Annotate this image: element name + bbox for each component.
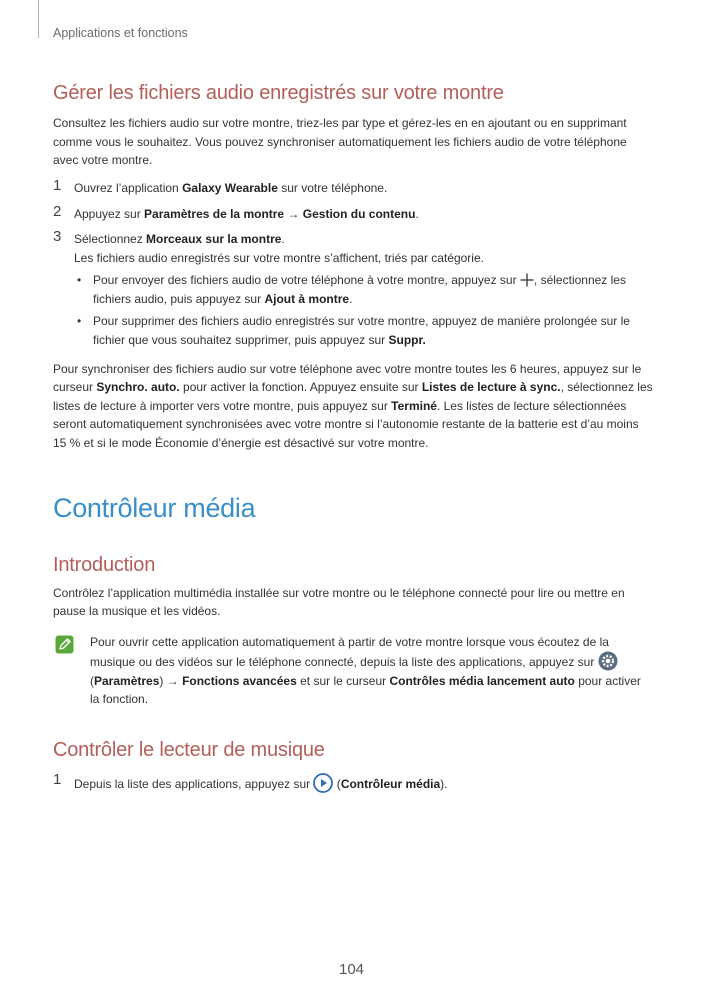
sync-paragraph: Pour synchroniser des fichiers audio sur votre téléphone avec votre montre toutes les 6 heures, appuyez sur le curseur Synchro. auto. pour activer la fonction. Appuyez ensuite sur Listes de lecture à sync., sélectionnez les listes de lecture à importer vers votre montre, puis appuyez sur Terminé. Les listes de lecture sélectionnées seront automatiquement synchronisées avec votre montre si l’autonomie restante de la batterie est d’au moins 15 % et si le mode Économie d’énergie est désactivé sur votre montre. [53,361,653,450]
audio-bullet-list [53,271,653,349]
running-header: Applications et fonctions [53,26,188,40]
audio-step-1 [53,176,653,198]
step-number: 2 [53,203,62,221]
audio-step-3 [53,227,653,267]
introduction-text: Contrôlez l’application multimédia installée sur votre montre ou le téléphone connecté pour lire ou mettre en pause la musique et les vidéos. [53,585,625,619]
bullet-dot: • [77,273,82,288]
step-text: Ouvrez l’application Galaxy Wearable sur votre téléphone. [74,180,388,195]
note-pencil-icon [55,635,74,654]
page-content [53,82,653,794]
audio-section-title: Gérer les fichiers audio enregistrés sur votre montre [53,82,504,104]
introduction-title: Introduction [53,553,156,576]
step-text: Sélectionnez Morceaux sur la montre. [74,231,285,246]
corner-rule [38,0,39,38]
audio-intro: Consultez les fichiers audio sur votre montre, triez-les par type et gérez-les en en ajoutant ou en supprimant comme vous le souhaitez. Vous pouvez synchroniser automatiquement les fichiers audio de votre téléphone avec votre montre. [53,116,627,168]
bullet-dot: • [77,314,82,329]
step-3-detail: Les fichiers audio enregistrés sur votre montre s’affichent, triés par catégorie. [74,250,484,265]
page-number: 104 [338,961,365,978]
player-step-1 [53,773,653,794]
settings-gear-icon [598,651,618,671]
media-controller-play-icon [313,773,333,793]
media-section-title: Contrôleur média [53,492,256,523]
step-number: 1 [53,771,62,789]
music-player-title: Contrôler le lecteur de musique [53,739,325,762]
step-text: Depuis la liste des applications, appuyez sur (Contrôleur média). [74,777,448,791]
audio-step-2 [53,205,653,224]
bullet-delete-files: • Pour supprimer des fichiers audio enregistrés sur votre montre, appuyez de manière prolongée sur le fichier que vous souhaitez supprimer, puis appuyez sur Suppr. [77,314,630,347]
step-text: Appuyez sur Paramètres de la montre → Gestion du contenu. [74,207,419,222]
note-text: Pour ouvrir cette application automatiquement à partir de votre montre lorsque vous écoutez de la musique ou des vidéos sur le téléphone connecté, depuis la liste des applications, appuyez sur (Paramètres) → Fonctions avancées et sur le curseur Contrôles média lancement auto pour activer la fonction. [90,634,641,707]
plus-icon [520,273,534,287]
step-number: 1 [53,176,62,194]
step-number: 3 [53,227,62,245]
bullet-send-files: • Pour envoyer des fichiers audio de votre téléphone à votre montre, appuyez sur , sélectionnez les fichiers audio, puis appuyez sur Ajout à montre. [77,273,626,306]
note-box [53,633,653,709]
